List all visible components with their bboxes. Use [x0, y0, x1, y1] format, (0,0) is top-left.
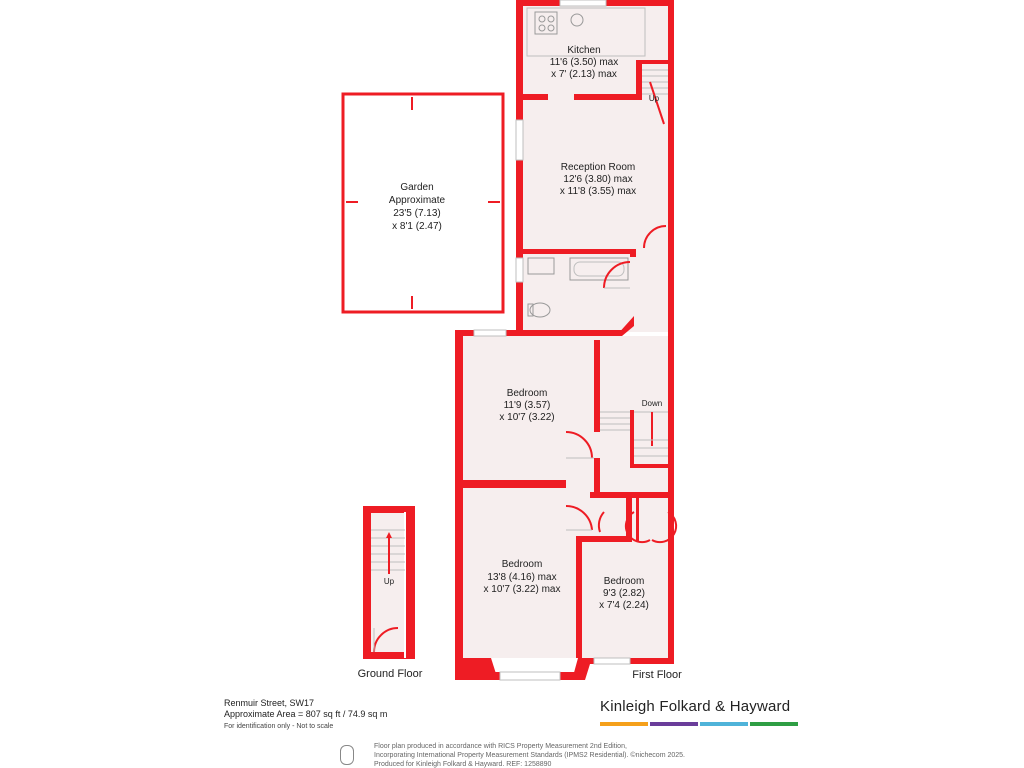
ground-floor-plan — [358, 506, 423, 680]
reception-dim2: x 11'8 (3.55) max — [559, 186, 637, 197]
footer-line-2: Incorporating International Property Measurement Standards (IPMS2 Residential). ©nichecom 2025. — [374, 752, 685, 759]
garden-dim2: x 8'1 (2.47) — [392, 221, 442, 232]
bedroom2-dim1: 13'8 (4.16) max — [487, 572, 557, 583]
kitchen-dim2: x 7' (2.13) max — [551, 69, 617, 80]
landing-stairs-down: Down — [641, 399, 663, 408]
ground-floor-label: Ground Floor — [357, 668, 423, 680]
bedroom3-name: Bedroom — [603, 576, 645, 587]
garden-approx: Approximate — [388, 195, 446, 206]
brand-name: Kinleigh Folkard & Hayward — [600, 698, 791, 715]
kitchen-dim1: 11'6 (3.50) max — [549, 57, 619, 68]
bedroom3-dim2: x 7'4 (2.24) — [599, 600, 649, 611]
bedroom2-dim2: x 10'7 (3.22) max — [483, 584, 561, 595]
footer-line-3: Produced for Kinleigh Folkard & Hayward. REF: 1258890 — [374, 761, 552, 768]
brand-bar-purple — [650, 722, 698, 726]
bedroom3-dim1: 9'3 (2.82) — [603, 588, 645, 599]
brand-bar-orange — [600, 722, 648, 726]
garden-name: Garden — [400, 182, 434, 193]
brand-bar-blue — [700, 722, 748, 726]
ground-stairs-up: Up — [383, 577, 395, 586]
brand-bar-green — [750, 722, 798, 726]
reception-name: Reception Room — [560, 162, 636, 173]
metropix-icon — [340, 745, 354, 765]
reception-dim1: 12'6 (3.80) max — [563, 174, 633, 185]
property-address: Renmuir Street, SW17 — [224, 698, 315, 708]
kitchen-name: Kitchen — [567, 45, 601, 56]
bedroom1-name: Bedroom — [506, 388, 548, 399]
approximate-area: Approximate Area = 807 sq ft / 74.9 sq m — [224, 709, 388, 719]
garden — [343, 94, 503, 312]
bedroom1-dim2: x 10'7 (3.22) — [499, 412, 555, 423]
disclaimer: For identification only - Not to scale — [224, 723, 334, 730]
bedroom1-dim1: 11'9 (3.57) — [503, 400, 551, 411]
footer-line-1: Floor plan produced in accordance with RICS Property Measurement 2nd Edition, — [374, 743, 627, 750]
first-floor-label: First Floor — [632, 669, 682, 681]
kitchen-stairs-up: Up — [648, 94, 660, 103]
bedroom2-name: Bedroom — [501, 559, 543, 570]
garden-dim1: 23'5 (7.13) — [393, 208, 441, 219]
